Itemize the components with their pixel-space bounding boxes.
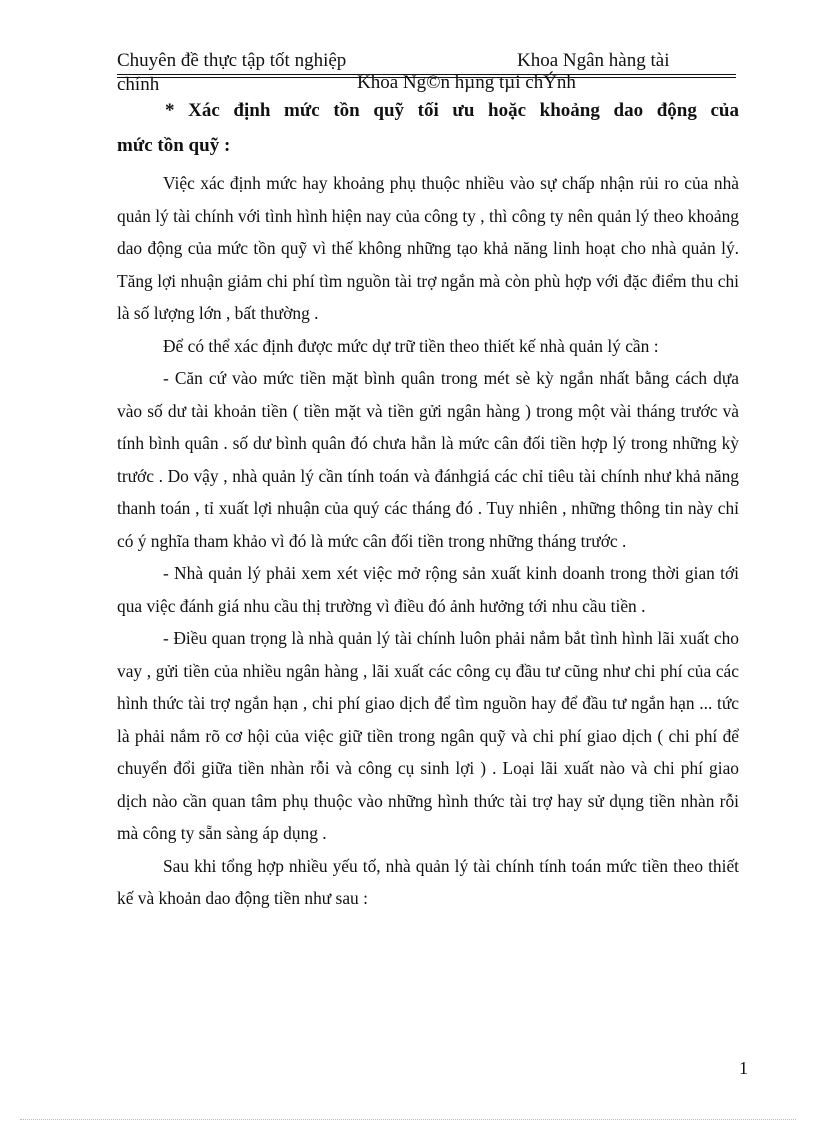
section-heading-line1: * Xác định mức tồn quỹ tối ưu hoặc khoảng dao động của: [165, 100, 739, 121]
running-header: [117, 50, 736, 74]
header-garbled-text: Khoa Ng©n hµng tµi chÝnh: [357, 72, 576, 93]
paragraph-2: Để có thể xác định được mức dự trữ tiền theo thiết kế nhà quản lý cần :: [163, 335, 659, 356]
header-left-title: Chuyên đề thực tập tốt nghiệp: [117, 50, 347, 71]
page-number: 1: [739, 1058, 748, 1078]
paragraph-5: - Điều quan trọng là nhà quản lý tài chính luôn phải nắm bắt tình hình lãi xuất cho vay , gửi tiền của nhiều ngân hàng , lãi xuất các công cụ đầu tư cũng như chi phí của các hình thức tài trợ ngắn hạn , chi phí giao dịch để tìm nguồn hay để đầu tư ngắn hạn ... tức là phải nắm rõ cơ hội của việc giữ tiền trong ngân quỹ và chi phí giao dịch ( chi phí để chuyển đổi giữa tiền nhàn rỗi và công cụ sinh lợi ) . Loại lãi xuất nào và chi phí giao dịch nào cần quan tâm phụ thuộc vào những hình thức tài trợ hay sử dụng tiền nhàn rỗi mà công ty sẵn sàng áp dụng .: [117, 628, 739, 843]
paragraph-4: - Nhà quản lý phải xem xét việc mở rộng sản xuất kinh doanh trong thời gian tới qua việc đánh giá nhu cầu thị trường vì điều đó ảnh hưởng tới nhu cầu tiền .: [117, 563, 739, 616]
paragraph-6: Sau khi tổng hợp nhiều yếu tố, nhà quản lý tài chính tính toán mức tiền theo thiết kế và khoản dao động tiền như sau :: [117, 855, 739, 908]
paragraph-1: Việc xác định mức hay khoảng phụ thuộc nhiều vào sự chấp nhận rủi ro của nhà quản lý tài chính với tình hình hiện nay của công ty , thì công ty nên quản lý theo khoảng dao động của mức tồn quỹ vì thế không những tạo khả năng linh hoạt cho nhà quản lý. Tăng lợi nhuận giảm chi phí tìm nguồn tài trợ ngắn mà còn phù hợp với đặc điểm thu chi là số lượng lớn , bất thường .: [117, 173, 739, 323]
page-bottom-border: [20, 1119, 796, 1120]
body-content: [117, 93, 739, 915]
paragraph-3: - Căn cứ vào mức tiền mặt bình quân trong mét sè kỳ ngắn nhất bằng cách dựa vào số dư tài khoản tiền ( tiền mặt và tiền gửi ngân hàng ) trong một vài tháng trước và tính bình quân . số dư bình quân đó chưa hẳn là mức cân đối tiền hợp lý trong những kỳ trước . Do vậy , nhà quản lý cần tính toán và đánhgiá các chỉ tiêu tài chính như khả năng thanh toán , tỉ xuất lợi nhuận của quý các tháng đó . Tuy nhiên , những thông tin này chỉ có ý nghĩa tham khảo vì đó là mức cân đối tiền trong những tháng trước .: [117, 368, 739, 551]
header-wrap-text: chính: [117, 74, 160, 95]
section-heading-line2: mức tồn quỹ :: [117, 135, 231, 156]
header-right-title: Khoa Ngân hàng tài: [517, 50, 670, 71]
